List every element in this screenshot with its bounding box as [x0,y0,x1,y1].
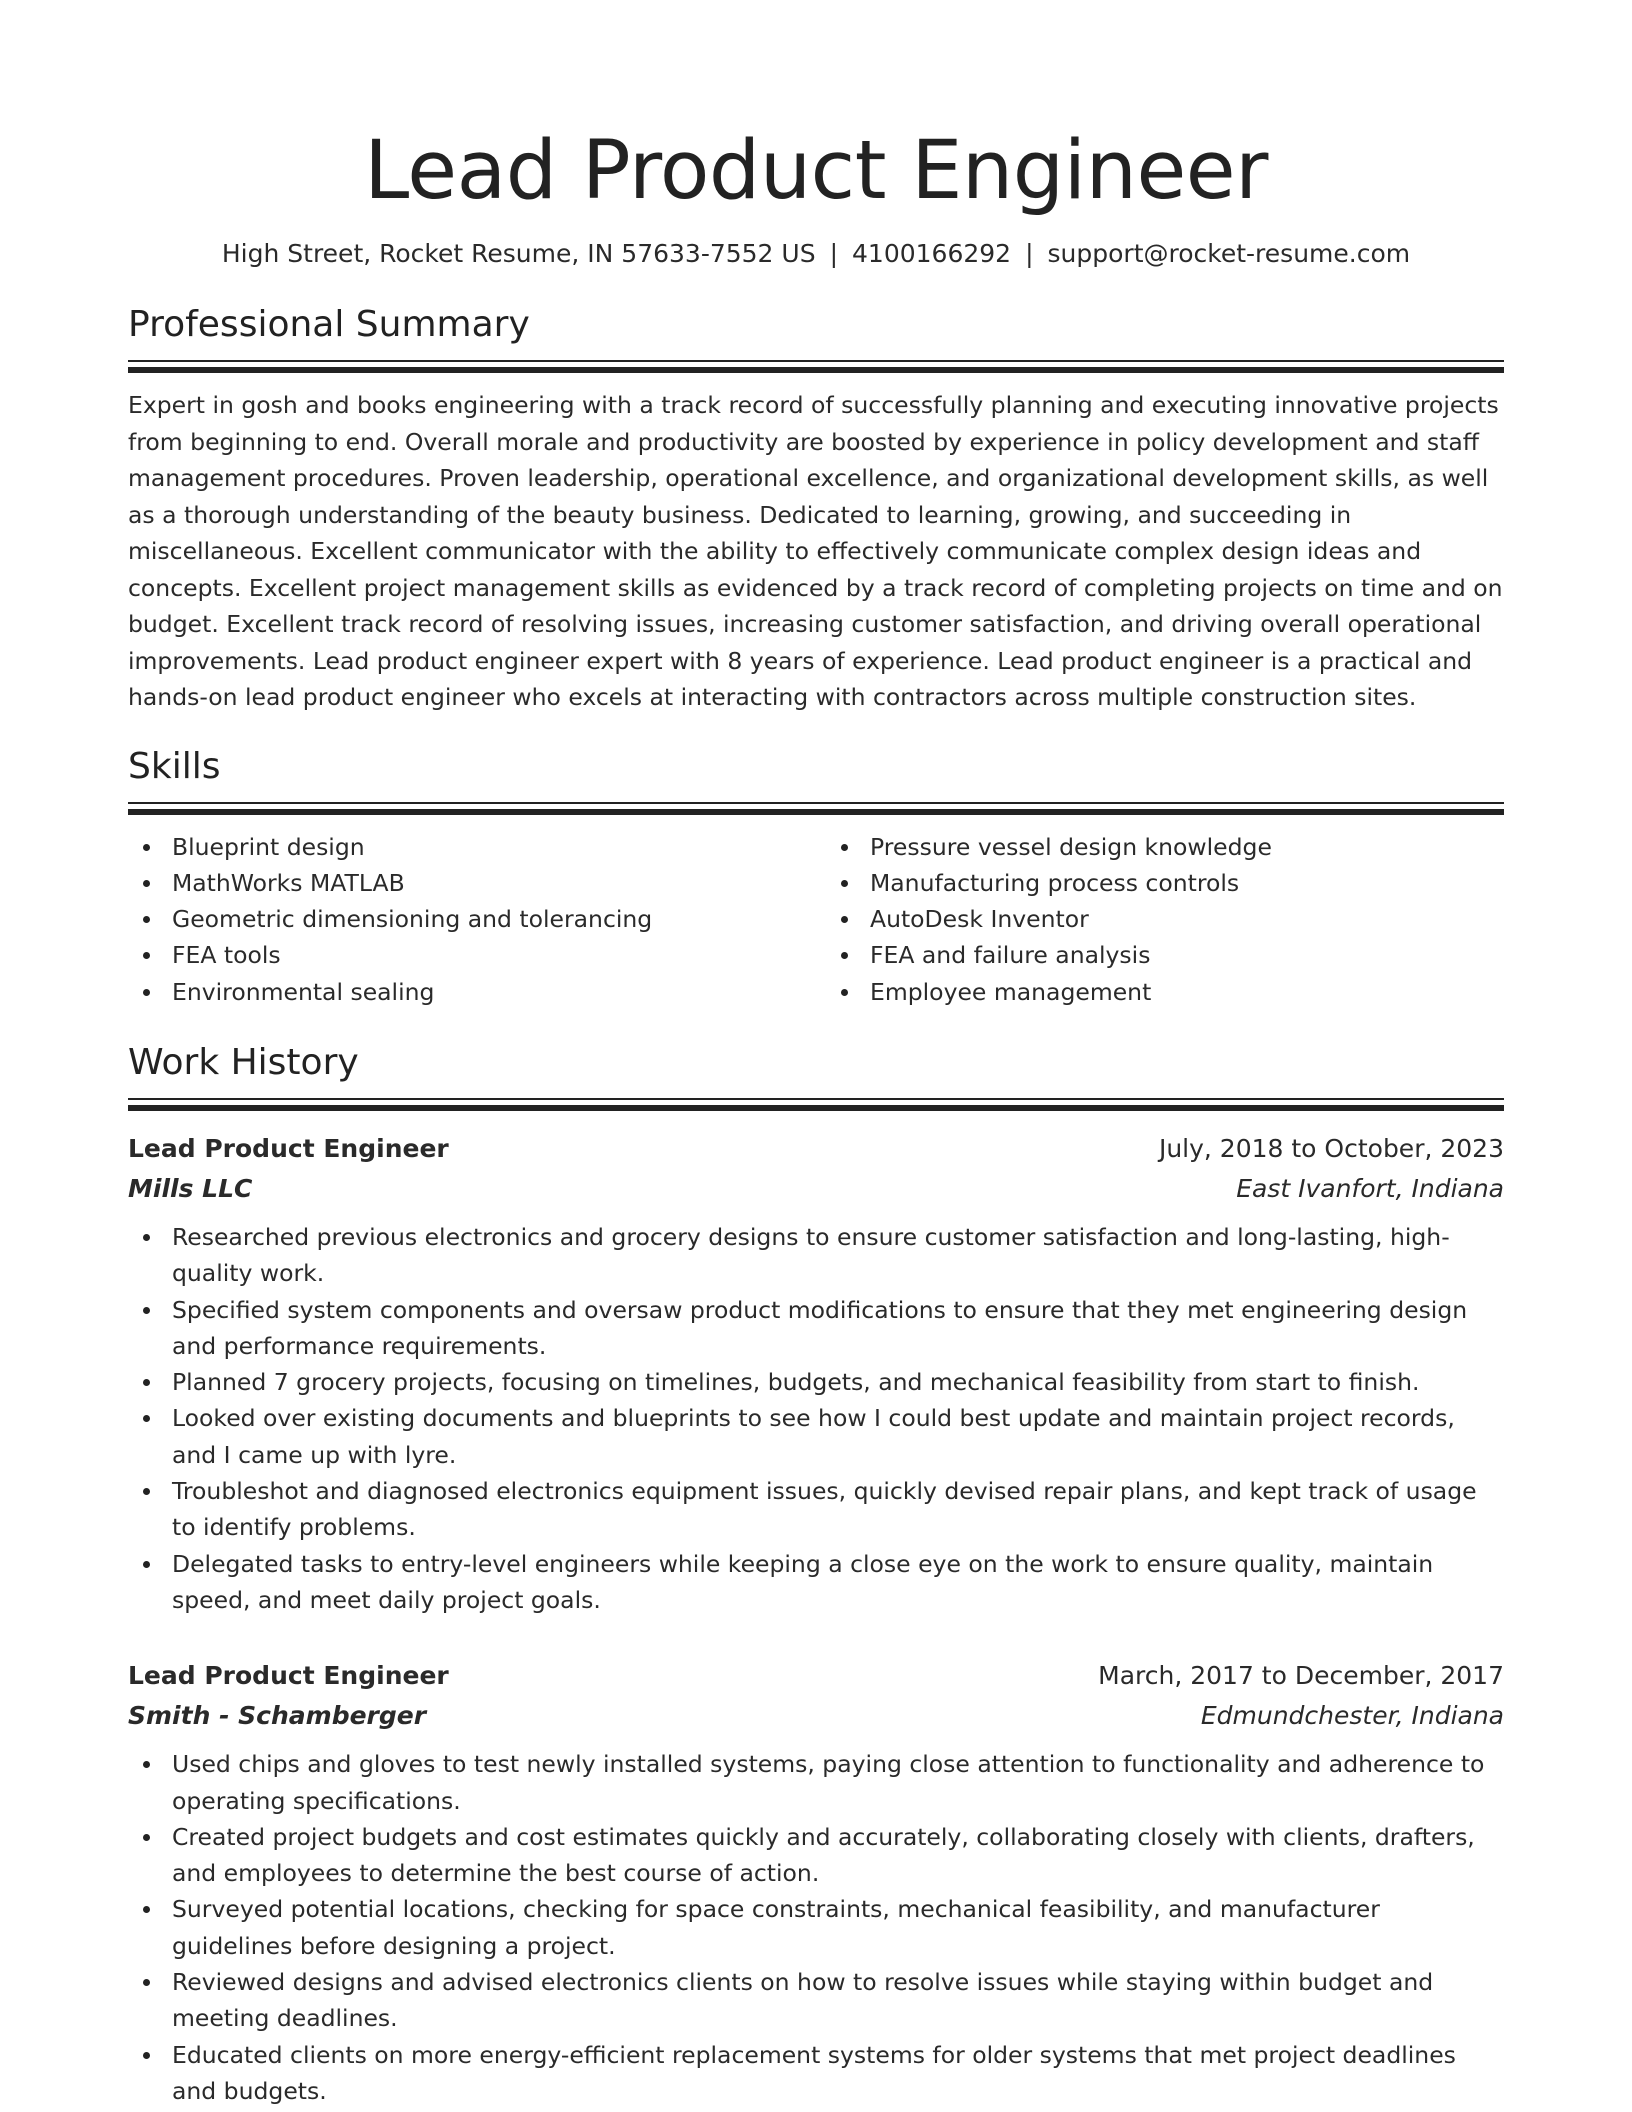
job-location: East Ivanfort, Indiana [1236,1173,1504,1203]
job-duty-item: Created project budgets and cost estimates quickly and accurately, collaborating closely with clients, drafters, and employees to determine the best course of action. [172,1819,1504,1892]
skill-item: Employee management [870,974,1504,1010]
job-location: Edmundchester, Indiana [1200,1701,1504,1731]
job-duty-item: Delegated tasks to entry-level engineers while keeping a close eye on the work to ensure quality, maintain speed, and meet daily project goals. [172,1546,1504,1619]
skill-item: FEA tools [172,937,806,973]
job-entry [128,1656,1504,2109]
job-duty-item: Researched previous electronics and grocery designs to ensure customer satisfaction and long-lasting, high-quality work. [172,1219,1504,1292]
skills-section [128,744,1504,1010]
skill-item: Manufacturing process controls [870,865,1504,901]
job-company: Mills LLC [128,1173,253,1203]
job-duty-item: Troubleshot and diagnosed electronics equipment issues, quickly devised repair plans, and kept track of usage to identify problems. [172,1473,1504,1546]
contact-separator: | [829,239,839,268]
professional-summary-section [128,302,1504,716]
work-history-section [128,1040,1504,2109]
skill-item: Geometric dimensioning and tolerancing [172,901,806,937]
job-duty-item: Planned 7 grocery projects, focusing on timelines, budgets, and mechanical feasibility from start to finish. [172,1364,1504,1400]
job-duty-item: Specified system components and oversaw product modifications to ensure that they met engineering design and performance requirements. [172,1292,1504,1365]
contact-phone: 4100166292 [852,239,1012,268]
job-title: Lead Product Engineer [128,1133,449,1163]
job-dates: March, 2017 to December, 2017 [1098,1661,1504,1691]
job-duties-list [128,1219,1504,1618]
contact-email: support@rocket-resume.com [1047,239,1411,268]
job-company-row [128,1169,1504,1209]
job-duty-item: Reviewed designs and advised electronics clients on how to resolve issues while staying within budget and meeting deadlines. [172,1964,1504,2037]
job-duty-item: Used chips and gloves to test newly installed systems, paying close attention to functionality and adherence to operating specifications. [172,1746,1504,1819]
contact-address: High Street, Rocket Resume, IN 57633-7552 US [221,239,816,268]
summary-text: Expert in gosh and books engineering with a track record of successfully planning and executing innovative projects from beginning to end. Overall morale and productivity are boosted by experience in policy development and staff management procedures. Proven leadership, operational excellence, and organizational development skills, as well as a thorough understanding of the beauty business. Dedicated to learning, growing, and succeeding in miscellaneous. Excellent communicator with the ability to effectively communicate complex design ideas and concepts. Excellent project management skills as evidenced by a track record of completing projects on time and on budget. Excellent track record of resolving issues, increasing customer satisfaction, and driving overall operational improvements. Lead product engineer expert with 8 years of experience. Lead product engineer is a practical and hands-on lead product engineer who excels at interacting with contractors across multiple construction sites. [128,391,1503,711]
skill-item: AutoDesk Inventor [870,901,1504,937]
skill-item: Environmental sealing [172,974,806,1010]
section-title-work-history: Work History [128,1041,359,1083]
job-dates: July, 2018 to October, 2023 [1158,1133,1504,1163]
job-header-row [128,1129,1504,1169]
job-title: Lead Product Engineer [128,1661,449,1691]
section-divider [128,802,1504,815]
skill-item: MathWorks MATLAB [172,865,806,901]
skills-list-left [128,829,806,1010]
contact-separator: | [1025,239,1034,268]
skill-item: FEA and failure analysis [870,937,1504,973]
job-duty-item: Surveyed potential locations, checking for space constraints, mechanical feasibility, and manufacturer guidelines before designing a project. [172,1891,1504,1964]
resume-name: Lead Product Engineer [364,124,1268,218]
section-divider [128,1098,1504,1111]
section-title-skills: Skills [128,745,221,787]
skill-item: Pressure vessel design knowledge [870,829,1504,865]
job-entry [128,1129,1504,1618]
job-header-row [128,1656,1504,1696]
section-title-professional-summary: Professional Summary [128,304,530,345]
job-duties-list [128,1746,1504,2109]
skills-grid [128,829,1504,1010]
job-company-row [128,1696,1504,1736]
skill-item: Blueprint design [172,829,806,865]
job-company: Smith - Schamberger [128,1701,427,1731]
job-duty-item: Looked over existing documents and blueprints to see how I could best update and maintain project records, and I came up with lyre. [172,1400,1504,1473]
skills-list-right [826,829,1504,1010]
section-divider [128,360,1504,373]
contact-line [128,236,1504,272]
job-duty-item: Educated clients on more energy-efficient replacement systems for older systems that met project deadlines and budgets. [172,2037,1504,2110]
